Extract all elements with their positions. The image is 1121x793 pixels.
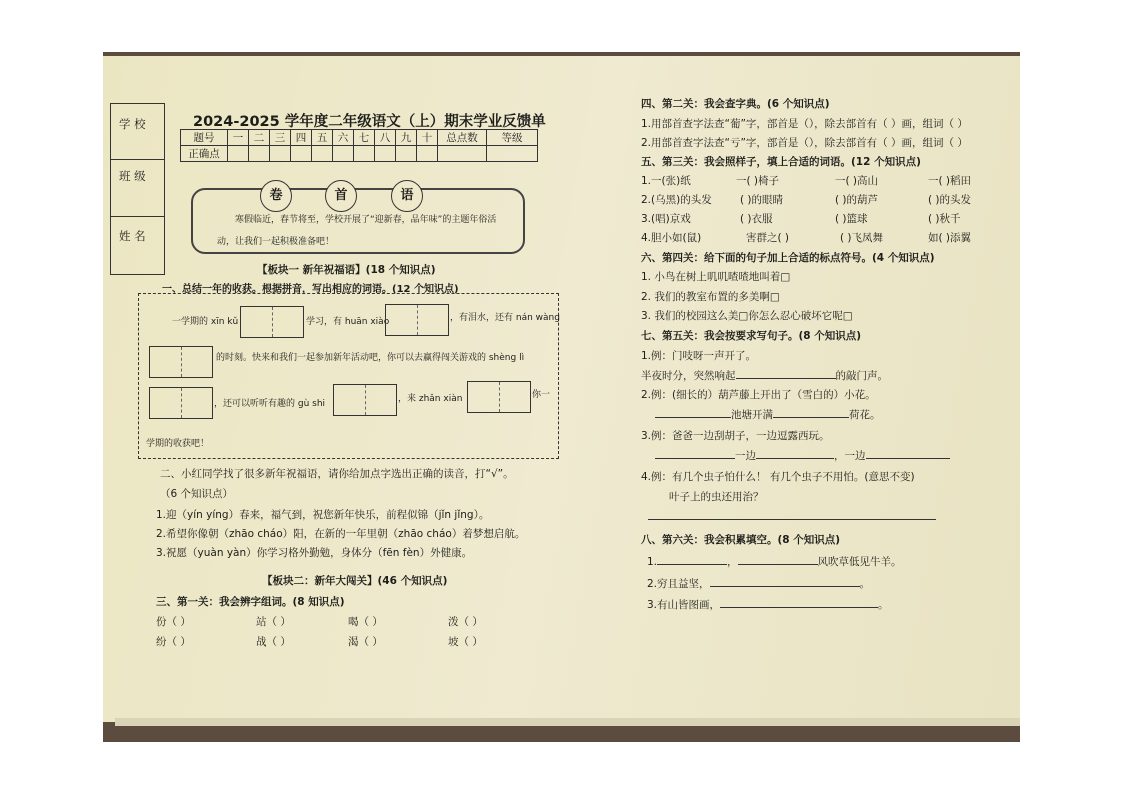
q7-line [655, 448, 950, 463]
q1-title: 一、总结一年的收获。根据拼音，写出相应的词语。(12 个知识点) [162, 284, 459, 295]
q8-line: 3.有山皆图画， 。 [647, 599, 889, 611]
score-cell[interactable] [487, 146, 538, 162]
page-title: 2024-2025 学年度二年级语文（上）期末学业反馈单 [193, 114, 546, 130]
q7-text: ，一边 [834, 450, 866, 462]
q1-answer-grid[interactable] [240, 306, 304, 338]
score-cell[interactable] [396, 146, 417, 162]
q7-text: 池塘开满 [731, 409, 773, 421]
q7-blank[interactable] [756, 458, 834, 459]
q5-cell: ( )篮球 [835, 213, 868, 225]
q3-item: 渴（ ） [348, 636, 383, 648]
preface-box [191, 188, 525, 254]
school-label: 学 校 [119, 117, 146, 131]
score-header-cell: 九 [396, 130, 417, 146]
q8-line: 2.穷且益坚， 。 [647, 578, 871, 590]
q1-text: ，还可以听听有趣的 gù shi [214, 399, 326, 409]
score-header-cell: 六 [333, 130, 354, 146]
q6-item: 1. 小鸟在树上叽叽喳喳地叫着□ [641, 271, 791, 283]
q7-blank[interactable] [736, 378, 836, 379]
q5-title: 五、第三关：我会照样子，填上合适的词语。(12 个知识点) [641, 156, 921, 168]
q5-cell: 4.胆小如(鼠) [641, 232, 702, 244]
q5-cell: 3.(唱)京戏 [641, 213, 691, 225]
q3-item: 站（ ） [256, 616, 291, 628]
q1-text: 的时刻。快来和我们一起参加新年活动吧，你可以去赢得闯关游戏的 shèng lì [216, 353, 525, 363]
q2-item: 2.希望你像朝（zhāo cháo）阳，在新的一年里朝（zhāo cháo）着梦想启航。 [156, 528, 526, 540]
q1-text: 你一 [532, 390, 551, 400]
q3-item: 喝（ ） [348, 616, 383, 628]
score-row-label: 正确点 [181, 146, 228, 162]
q8-title: 八、第六关：我会积累填空。(8 个知识点) [641, 534, 841, 546]
q5-cell: ( )的眼睛 [740, 194, 784, 206]
q7-answer-line[interactable] [648, 519, 936, 520]
score-cell[interactable] [354, 146, 375, 162]
q5-cell: ( )飞凤舞 [840, 232, 884, 244]
q6-item: 2. 我们的教室布置的多美啊□ [641, 291, 780, 303]
q3-item: 泼（ ） [448, 616, 483, 628]
q5-cell: 1.一(张)纸 [641, 175, 691, 187]
q7-line [655, 407, 881, 422]
q2-item: 1.迎（yín yíng）春来，福气到，祝您新年快乐，前程似锦（jǐn jǐng）。 [156, 509, 490, 521]
score-header-cell: 三 [270, 130, 291, 146]
q7-text: 叶子上的虫还用治？ [669, 491, 764, 503]
score-table [180, 129, 538, 162]
q4-item: 1.用部首查字法查“葡”字，部首是（），除去部首有（ ）画，组词（ ） [641, 118, 968, 130]
score-header-cell: 一 [228, 130, 249, 146]
q7-example: 3.例：爸爸一边刮胡子，一边逗露西玩。 [641, 430, 830, 442]
q5-cell: ( )衣服 [740, 213, 773, 225]
q8-line: 1. ， 风吹草低见牛羊。 [647, 556, 902, 568]
q6-title: 六、第四关：给下面的句子加上合适的标点符号。(4 个知识点) [641, 252, 935, 264]
score-cell[interactable] [228, 146, 249, 162]
score-cell[interactable] [249, 146, 270, 162]
score-cell[interactable] [333, 146, 354, 162]
class-label: 班 级 [119, 169, 146, 183]
q1-text: ，有泪水，还有 nán wàng [450, 313, 560, 323]
q8-blank[interactable] [720, 607, 878, 608]
q8-text: 3.有山皆图画， [647, 599, 721, 611]
q8-text: 1. [647, 556, 658, 568]
score-header-cell: 七 [354, 130, 375, 146]
q3-item: 坡（ ） [448, 636, 483, 648]
student-info-box [110, 103, 165, 275]
q1-text: 学期的收获吧！ [146, 439, 210, 449]
q1-answer-grid[interactable] [149, 387, 213, 419]
score-header-cell: 二 [249, 130, 270, 146]
preface-line-1: 寒假临近，春节将至，学校开展了“迎新春，品年味”的主题年俗活 [235, 215, 497, 225]
q7-text: 半夜时分，突然响起 [641, 370, 736, 382]
q3-item: 份（ ） [156, 616, 191, 628]
q5-cell: 如( )添翼 [928, 232, 972, 244]
q7-text: 荷花。 [849, 409, 881, 421]
q1-answer-grid[interactable] [385, 304, 449, 336]
preface-title-char: 语 [391, 180, 423, 212]
q8-text: 风吹草低见牛羊。 [817, 556, 902, 568]
score-cell[interactable] [438, 146, 487, 162]
q2-title: 二、小红同学找了很多新年祝福语，请你给加点字选出正确的读音，打“√”。 [160, 468, 514, 480]
q3-item: 纷（ ） [156, 636, 191, 648]
score-header-cell: 题号 [181, 130, 228, 146]
q7-text: 一边 [735, 450, 756, 462]
q7-line [641, 368, 888, 383]
preface-title-char: 首 [325, 180, 357, 212]
q8-blank[interactable] [710, 586, 860, 587]
q6-item: 3. 我们的校园这么美□你怎么忍心破坏它呢□ [641, 310, 853, 322]
q8-blank[interactable] [657, 564, 727, 565]
score-header-cell: 四 [291, 130, 312, 146]
score-header-cell: 八 [375, 130, 396, 146]
paper-edge [115, 718, 1020, 726]
q5-cell: ( )的葫芦 [835, 194, 879, 206]
q5-cell: 一( )稻田 [928, 175, 972, 187]
q7-text: 的敲门声。 [835, 370, 888, 382]
name-label: 姓 名 [119, 229, 146, 243]
q7-blank[interactable] [655, 417, 731, 418]
block2-heading: 【板块二：新年大闯关】(46 个知识点) [262, 575, 448, 587]
q4-item: 2.用部首查字法查“亏”字，部首是（），除去部首有（ ）画，组词（ ） [641, 137, 968, 149]
score-cell[interactable] [375, 146, 396, 162]
q7-example: 2.例：(细长的）葫芦藤上开出了（雪白的）小花。 [641, 389, 876, 401]
q8-blank[interactable] [738, 564, 818, 565]
q3-title: 三、第一关：我会辨字组词。(8 知识点) [156, 596, 345, 608]
q7-example: 1.例：门吱呀一声开了。 [641, 350, 757, 362]
q2-item: 3.祝愿（yuàn yàn）你学习格外勤勉，身体分（fēn fèn）外健康。 [156, 547, 473, 559]
q1-text: 一学期的 xīn kǔ [172, 317, 239, 327]
preface-line-2: 动，让我们一起积极准备吧！ [217, 237, 335, 247]
score-cell[interactable] [270, 146, 291, 162]
q7-blank[interactable] [866, 458, 950, 459]
q7-blank[interactable] [655, 458, 735, 459]
score-header-cell: 总点数 [438, 130, 487, 146]
q7-example: 4.例：有几个虫子怕什么！ 有几个虫子不用怕。(意思不变) [641, 471, 915, 483]
score-cell[interactable] [417, 146, 438, 162]
q1-answer-grid[interactable] [149, 346, 213, 378]
q3-item: 战（ ） [256, 636, 291, 648]
q5-cell: 2.(乌黑)的头发 [641, 194, 712, 206]
block1-heading: 【板块一 新年祝福语】(18 个知识点) [257, 264, 436, 276]
q1-text: ，来 zhǎn xiàn [398, 394, 463, 404]
q5-cell: ( )的头发 [928, 194, 972, 206]
q5-cell: ( )秋千 [928, 213, 961, 225]
q7-blank[interactable] [773, 417, 849, 418]
preface-title-char: 卷 [260, 180, 292, 212]
q5-cell: 一( )高山 [835, 175, 879, 187]
score-header-cell: 等级 [487, 130, 538, 146]
q7-title: 七、第五关：我会按要求写句子。(8 个知识点) [641, 330, 862, 342]
q4-title: 四、第二关：我会查字典。(6 个知识点) [641, 98, 830, 110]
score-header-cell: 五 [312, 130, 333, 146]
q5-cell: 害群之( ) [746, 232, 790, 244]
q5-cell: 一( )椅子 [736, 175, 780, 187]
score-cell[interactable] [312, 146, 333, 162]
q1-answer-grid[interactable] [333, 384, 397, 416]
score-header-cell: 十 [417, 130, 438, 146]
q8-text: 2.穷且益坚， [647, 578, 710, 590]
q1-answer-grid[interactable] [467, 381, 531, 413]
q2-points: （6 个知识点） [160, 488, 234, 500]
score-cell[interactable] [291, 146, 312, 162]
q1-text: 学习，有 huān xiào [306, 317, 390, 327]
